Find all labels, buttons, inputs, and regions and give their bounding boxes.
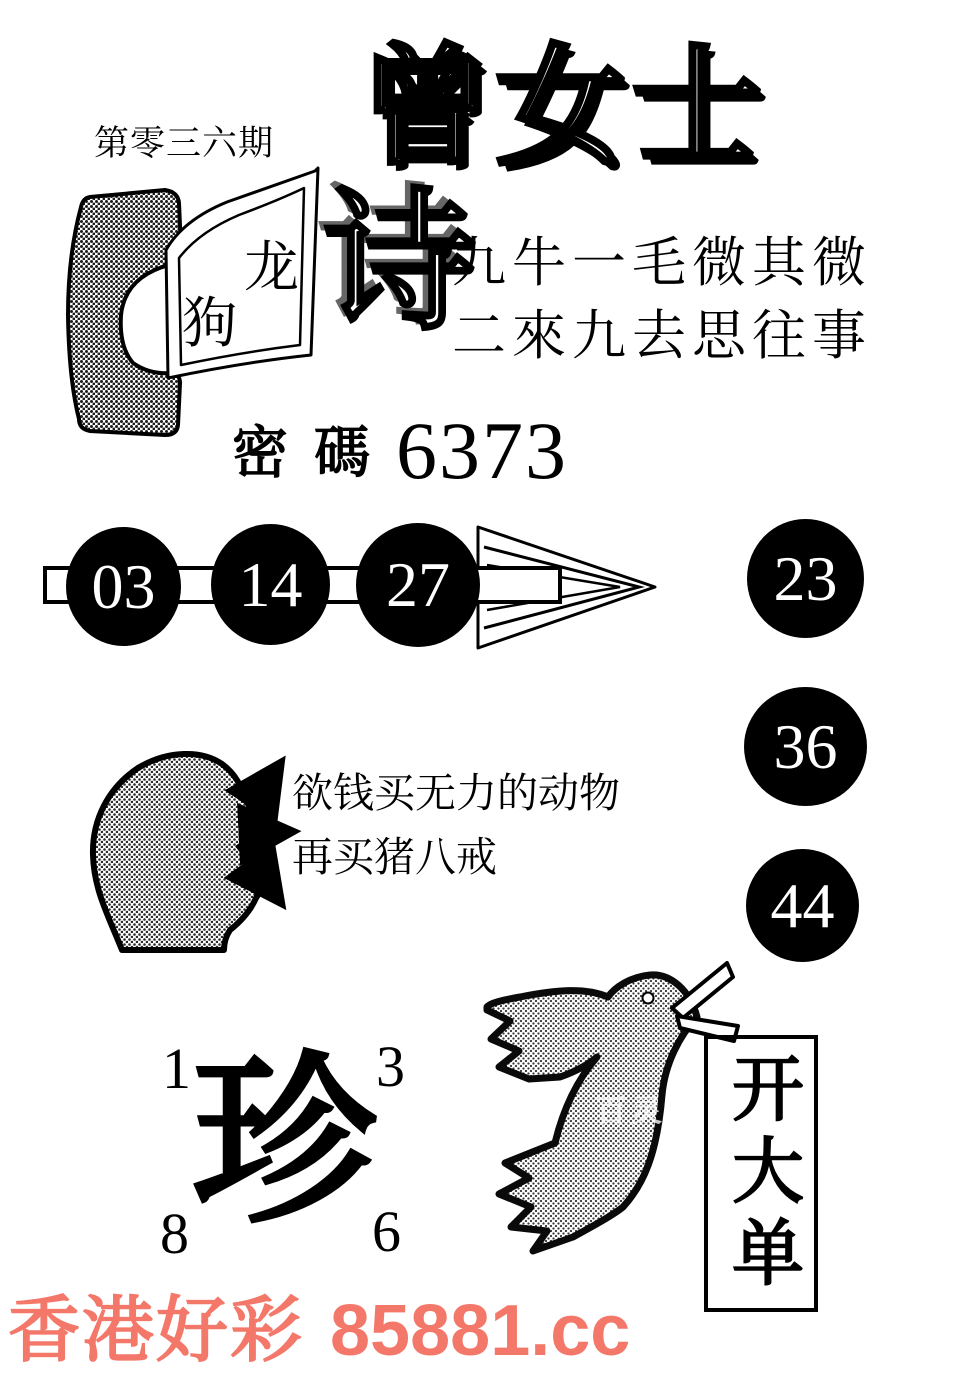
corner-number-top-right: 3	[376, 1034, 405, 1099]
number-ball: 27	[356, 523, 480, 647]
poem-line-1: 九牛一毛微其微	[452, 233, 872, 293]
footer-brand: 香港好彩	[8, 1291, 305, 1371]
footer	[8, 1291, 631, 1371]
dove-watermark: 百灵鸟	[596, 1095, 704, 1128]
speaking-head-icon	[78, 738, 328, 958]
number-ball: 44	[746, 849, 859, 962]
corner-number-bottom-right: 6	[372, 1199, 401, 1264]
page-title: 曾女士	[360, 37, 769, 181]
result-box-label: 开大单	[721, 1050, 801, 1297]
number-ball: 03	[66, 527, 181, 646]
speech-line-2: 再买猪八戒	[292, 834, 497, 880]
number-ball: 23	[747, 519, 864, 638]
number-ball: 14	[211, 524, 330, 645]
footer-domain: 85881.cc	[330, 1291, 631, 1371]
issue-number: 第零三六期	[94, 124, 275, 163]
zodiac-dragon-label: 龙	[244, 237, 300, 298]
corner-number-bottom-left: 8	[160, 1201, 189, 1266]
password-row	[232, 405, 568, 496]
corner-number-top-left: 1	[162, 1036, 191, 1101]
speech-arrow-right	[242, 832, 284, 834]
dove-eye	[643, 993, 654, 1004]
password-value: 6373	[396, 405, 568, 496]
puzzle-character: 珍	[192, 1042, 377, 1247]
poem-label: 诗	[324, 180, 476, 348]
zodiac-dog-label: 狗	[182, 293, 238, 354]
number-ball: 36	[744, 687, 867, 806]
result-box	[704, 1035, 818, 1312]
speech-line-1: 欲钱买无力的动物	[292, 770, 620, 816]
password-label: 密碼	[232, 423, 396, 485]
poem-line-2: 二來九去思往事	[452, 306, 872, 366]
